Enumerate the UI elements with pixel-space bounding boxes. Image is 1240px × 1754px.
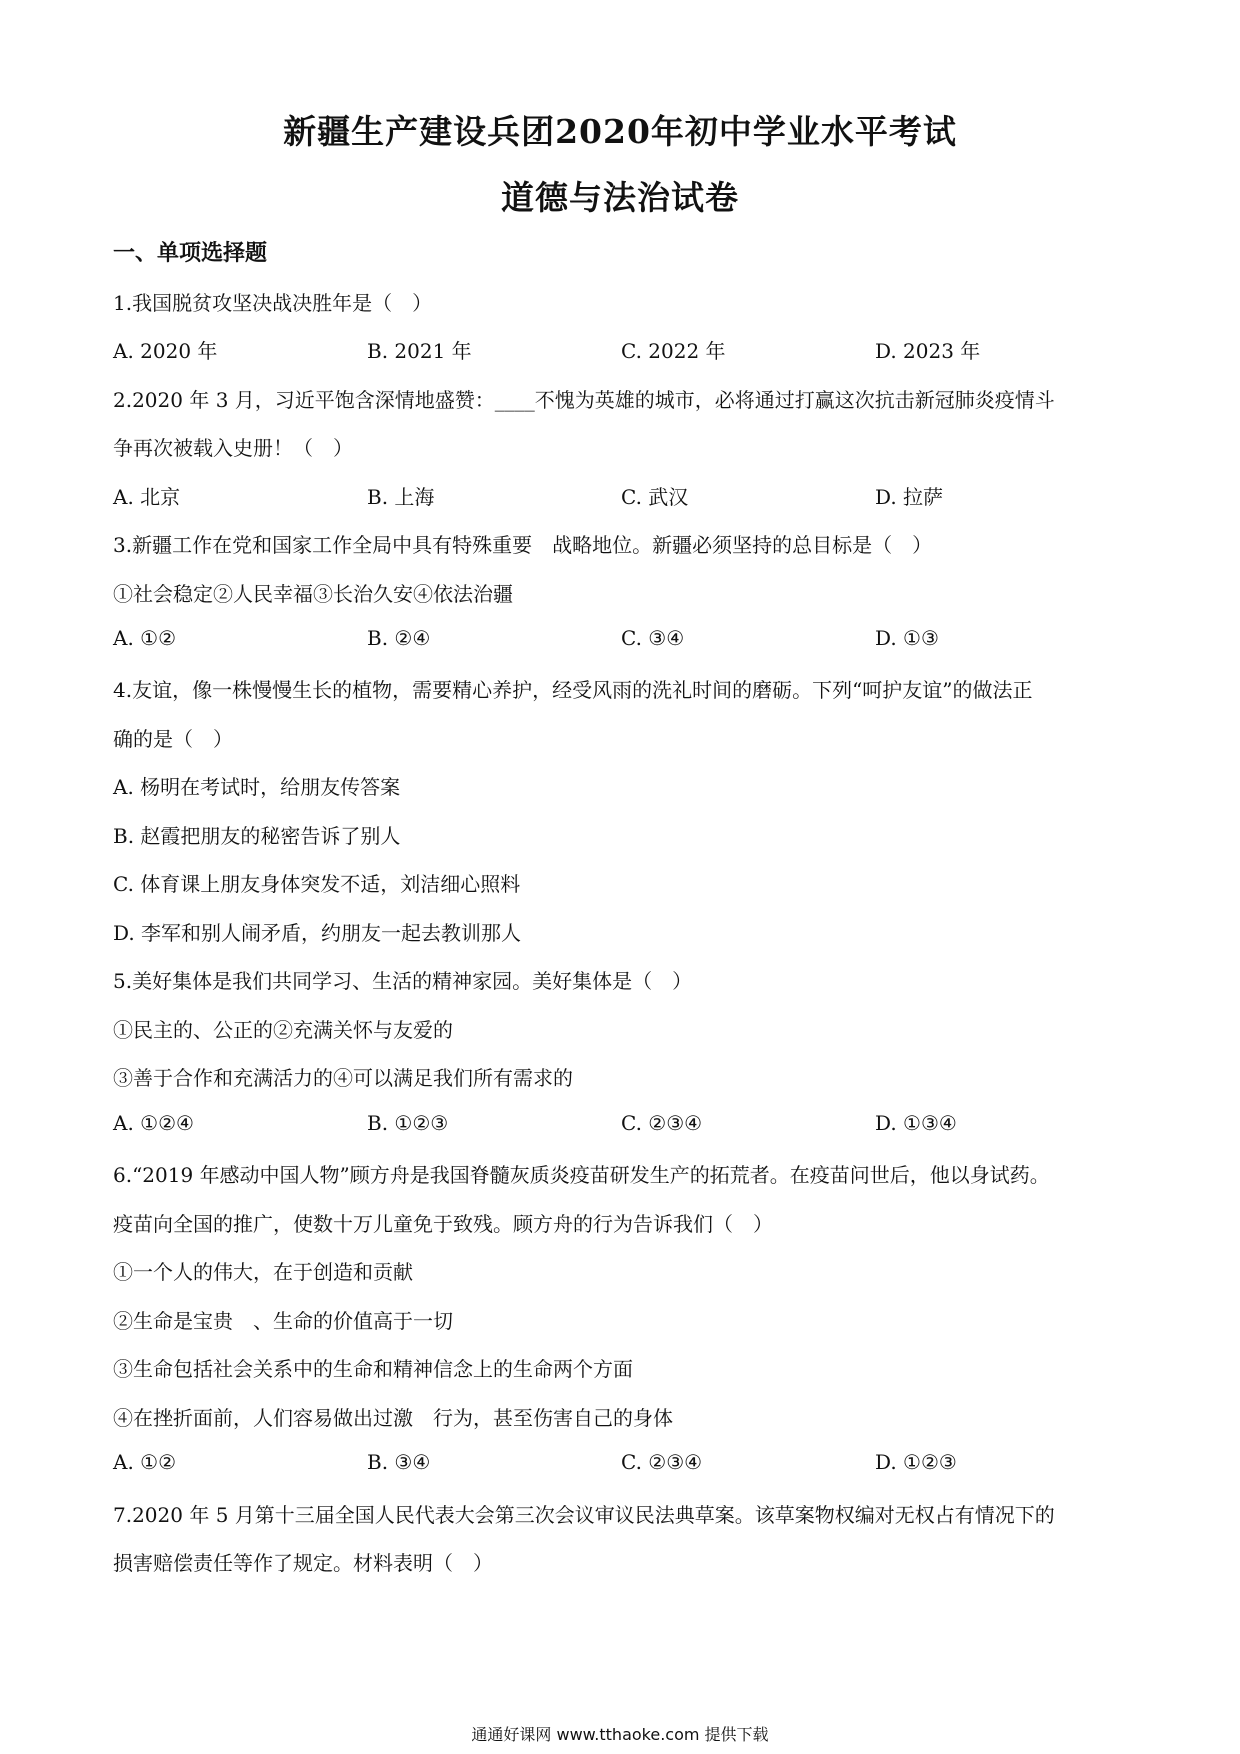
question-6-statement-2: ②生命是宝贵 、生命的价值高于一切 (113, 1309, 453, 1333)
question-4-stem: 4.友谊，像一株慢慢生长的植物，需要精心养护，经受风雨的洗礼时间的磨砺。下列“呵护友谊”的做法正 (113, 678, 1033, 702)
question-6-options (113, 1450, 1133, 1478)
q3-option-c: C. ③④ (621, 626, 685, 650)
q5-option-b: B. ①②③ (367, 1111, 449, 1135)
section-heading: 一、单项选择题 (113, 240, 268, 266)
question-6-stem-cont: 疫苗向全国的推广，使数十万儿童免于致残。顾方舟的行为告诉我们（ ） (113, 1212, 773, 1236)
q5-option-c: C. ②③④ (621, 1111, 703, 1135)
question-3-stem: 3.新疆工作在党和国家工作全局中具有特殊重要 战略地位。新疆必须坚持的总目标是（ ） (113, 533, 933, 557)
q5-option-a: A. ①②④ (113, 1111, 194, 1135)
footer-source: 通通好课网 www.tthaoke.com 提供下载 (471, 1725, 769, 1744)
q4-option-b: B. 赵霞把朋友的秘密告诉了别人 (113, 824, 401, 848)
question-1-options (113, 335, 1133, 363)
q3-option-d: D. ①③ (875, 626, 939, 650)
q2-option-b: B. 上海 (367, 485, 435, 509)
q6-option-a: A. ①② (113, 1450, 177, 1474)
question-5-statements-1: ①民主的、公正的②充满关怀与友爱的 (113, 1018, 453, 1042)
q1-option-c: C. 2022 年 (621, 339, 726, 363)
q2-option-c: C. 武汉 (621, 485, 689, 509)
question-7-stem: 7.2020 年 5 月第十三届全国人民代表大会第三次会议审议民法典草案。该草案物权编对无权占有情况下的 (113, 1503, 1055, 1527)
question-2-stem-cont: 争再次被载入史册！（ ） (113, 436, 353, 460)
q4-option-a: A. 杨明在考试时，给朋友传答案 (113, 775, 401, 799)
question-3-options (113, 626, 1133, 654)
q1-option-b: B. 2021 年 (367, 339, 472, 363)
q3-option-a: A. ①② (113, 626, 177, 650)
question-7-stem-cont: 损害赔偿责任等作了规定。材料表明（ ） (113, 1551, 493, 1575)
question-2-options (113, 481, 1133, 509)
question-6-statement-3: ③生命包括社会关系中的生命和精神信念上的生命两个方面 (113, 1357, 633, 1381)
q5-option-d: D. ①③④ (875, 1111, 957, 1135)
q3-option-b: B. ②④ (367, 626, 431, 650)
question-5-statements-2: ③善于合作和充满活力的④可以满足我们所有需求的 (113, 1066, 573, 1090)
q6-option-b: B. ③④ (367, 1450, 431, 1474)
question-6-statement-4: ④在挫折面前，人们容易做出过激 行为，甚至伤害自己的身体 (113, 1406, 673, 1430)
question-2-stem: 2.2020 年 3 月，习近平饱含深情地盛赞：____不愧为英雄的城市，必将通过打赢这次抗击新冠肺炎疫情斗 (113, 388, 1055, 412)
question-5-options (113, 1111, 1133, 1139)
question-5-stem: 5.美好集体是我们共同学习、生活的精神家园。美好集体是（ ） (113, 969, 693, 993)
question-3-statements: ①社会稳定②人民幸福③长治久安④依法治疆 (113, 582, 513, 606)
q1-option-a: A. 2020 年 (113, 339, 218, 363)
exam-subtitle: 道德与法治试卷 (501, 178, 739, 217)
exam-title: 新疆生产建设兵团2020年初中学业水平考试 (283, 112, 957, 151)
q2-option-d: D. 拉萨 (875, 485, 944, 509)
q6-option-d: D. ①②③ (875, 1450, 957, 1474)
q4-option-c: C. 体育课上朋友身体突发不适，刘洁细心照料 (113, 872, 521, 896)
q4-option-d: D. 李军和别人闹矛盾，约朋友一起去教训那人 (113, 921, 522, 945)
q2-option-a: A. 北京 (113, 485, 181, 509)
question-6-statement-1: ①一个人的伟大，在于创造和贡献 (113, 1260, 413, 1284)
q6-option-c: C. ②③④ (621, 1450, 703, 1474)
question-6-stem: 6.“2019 年感动中国人物”顾方舟是我国脊髓灰质炎疫苗研发生产的拓荒者。在疫苗问世后，他以身试药。 (113, 1163, 1050, 1187)
question-4-stem-cont: 确的是（ ） (113, 727, 233, 751)
question-1-stem: 1.我国脱贫攻坚决战决胜年是（ ） (113, 291, 433, 315)
q1-option-d: D. 2023 年 (875, 339, 981, 363)
